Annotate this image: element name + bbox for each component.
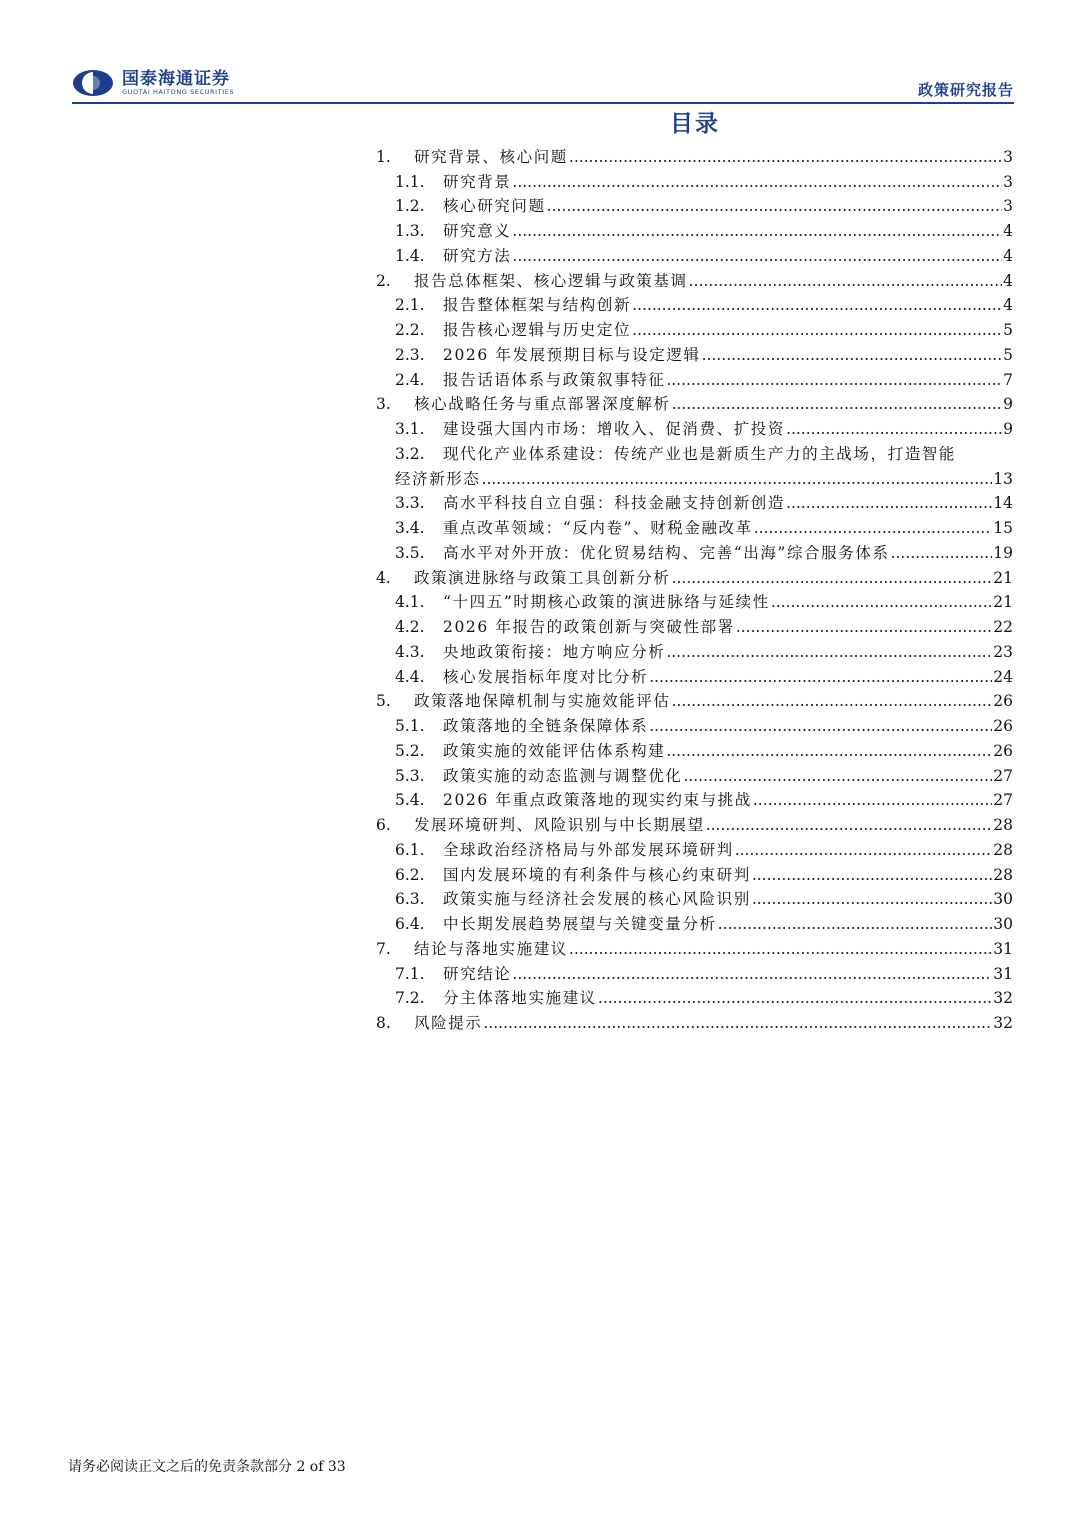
toc-leader-dots bbox=[512, 222, 1002, 240]
toc-leader-dots bbox=[649, 717, 992, 735]
toc-entry-title: 研究意义 bbox=[443, 222, 512, 240]
toc-entry[interactable] bbox=[376, 587, 1013, 612]
toc-entry-title: 重点改革领域：“反内卷”、财税金融改革 bbox=[443, 519, 753, 537]
toc-entry-title: 核心发展指标年度对比分析 bbox=[443, 667, 649, 686]
toc-entry-page: 3 bbox=[1003, 197, 1013, 216]
toc-entry-number: 4.1. bbox=[395, 593, 425, 612]
toc-entry-number: 6. bbox=[376, 816, 391, 834]
toc-entry-title: 核心战略任务与重点部署深度解析 bbox=[414, 395, 671, 414]
toc-entry[interactable] bbox=[376, 983, 1013, 1008]
toc-entry-number: 3.3. bbox=[395, 494, 425, 513]
toc-leader-dots bbox=[786, 420, 1002, 438]
toc-title: 目录 bbox=[670, 110, 720, 137]
toc-entry-page: 28 bbox=[993, 865, 1013, 884]
toc-entry[interactable] bbox=[376, 686, 1013, 711]
toc-entry[interactable] bbox=[376, 314, 1013, 339]
toc-leader-dots bbox=[512, 247, 1002, 265]
toc-entry-page: 31 bbox=[993, 939, 1013, 958]
toc-entry-page: 4 bbox=[1003, 296, 1013, 315]
toc-leader-dots bbox=[482, 470, 993, 488]
toc-leader-dots bbox=[666, 371, 1002, 389]
toc-leader-dots bbox=[718, 915, 993, 933]
toc-entry-page: 15 bbox=[993, 519, 1013, 537]
toc-entry-title: 高水平科技自立自强：科技金融支持创新创造 bbox=[443, 494, 786, 513]
toc-entry-number: 3.4. bbox=[395, 519, 425, 537]
toc-leader-dots bbox=[752, 890, 992, 908]
toc-entry-number: 5.2. bbox=[395, 741, 425, 760]
toc-entry-title: 结论与落地实施建议 bbox=[414, 939, 568, 958]
page-header bbox=[72, 66, 1014, 102]
toc-entry-page: 3 bbox=[1003, 147, 1013, 166]
page-footer: 请务必阅读正文之后的免责条款部分 2 of 33 bbox=[68, 1459, 346, 1475]
toc-leader-dots bbox=[512, 173, 1002, 191]
toc-entry-title: 国内发展环境的有利条件与核心约束研判 bbox=[443, 865, 751, 884]
toc-entry-number: 6.2. bbox=[395, 865, 425, 884]
toc-entry-title: 政策实施的效能评估体系构建 bbox=[443, 741, 666, 760]
toc-entry-continued[interactable] bbox=[376, 463, 1013, 488]
toc-entry-title: 2026 年发展预期目标与设定逻辑 bbox=[443, 345, 701, 364]
logo-chinese-name: 国泰海通证券 bbox=[122, 68, 230, 89]
toc-entry[interactable] bbox=[376, 661, 1013, 686]
toc-entry-page: 3 bbox=[1003, 172, 1013, 191]
toc-entry[interactable] bbox=[376, 958, 1013, 983]
logo-english-name: GUOTAI HAITONG SECURITIES bbox=[122, 87, 235, 96]
toc-leader-dots bbox=[771, 593, 992, 611]
toc-entry-page: 14 bbox=[993, 494, 1013, 513]
toc-leader-dots bbox=[569, 148, 1002, 166]
toc-entry-title: 政策实施与经济社会发展的核心风险识别 bbox=[443, 890, 751, 909]
toc-entry-page: 4 bbox=[1003, 222, 1013, 240]
toc-leader-dots bbox=[649, 668, 992, 686]
toc-entry[interactable] bbox=[376, 1007, 1013, 1032]
toc-entry-number: 3.2. bbox=[395, 444, 425, 463]
toc-entry[interactable] bbox=[376, 760, 1013, 785]
toc-entry-page: 27 bbox=[993, 791, 1013, 810]
toc-entry-title: 报告总体框架、核心逻辑与政策基调 bbox=[414, 271, 688, 290]
toc-entry-number: 5.1. bbox=[395, 717, 425, 735]
toc-entry-number: 2.1. bbox=[395, 296, 425, 315]
logo-icon bbox=[72, 69, 114, 97]
toc-entry-page: 27 bbox=[993, 766, 1013, 785]
toc-entry-page: 4 bbox=[1003, 271, 1013, 290]
toc-entry-title: 2026 年报告的政策创新与突破性部署 bbox=[443, 618, 735, 636]
toc-entry-number: 4. bbox=[376, 568, 391, 587]
toc-entry-title: 建设强大国内市场：增收入、促消费、扩投资 bbox=[443, 420, 786, 438]
toc-leader-dots bbox=[683, 767, 992, 785]
toc-entry-title: 现代化产业体系建设：传统产业也是新质生产力的主战场，打造智能 bbox=[443, 444, 957, 463]
toc-entry[interactable] bbox=[376, 166, 1013, 191]
toc-entry[interactable] bbox=[376, 488, 1013, 513]
company-logo bbox=[72, 68, 234, 98]
toc-entry-number: 7. bbox=[376, 939, 391, 958]
toc-entry-number: 3. bbox=[376, 395, 391, 414]
toc-entry-page: 26 bbox=[993, 692, 1013, 711]
toc-entry-title: 政策落地保障机制与实施效能评估 bbox=[414, 692, 671, 711]
toc-entry-number: 1.3. bbox=[395, 222, 425, 240]
toc-leader-dots bbox=[672, 692, 993, 710]
toc-entry[interactable] bbox=[376, 859, 1013, 884]
toc-entry-page: 9 bbox=[1003, 395, 1013, 414]
toc-entry-number: 4.2. bbox=[395, 618, 425, 636]
toc-entry-page: 5 bbox=[1003, 321, 1013, 339]
toc-entry-title: 政策实施的动态监测与调整优化 bbox=[443, 766, 683, 785]
toc-entry[interactable] bbox=[376, 290, 1013, 315]
toc-entry-page: 7 bbox=[1003, 370, 1013, 389]
toc-entry-page: 28 bbox=[993, 840, 1013, 859]
toc-entry[interactable] bbox=[376, 562, 1013, 587]
toc-entry[interactable] bbox=[376, 512, 1013, 537]
toc-entry-page: 30 bbox=[993, 915, 1013, 933]
toc-leader-dots bbox=[735, 841, 993, 859]
toc-entry-page: 21 bbox=[993, 568, 1013, 587]
toc-entry-number: 1. bbox=[376, 147, 391, 166]
toc-entry-number: 7.2. bbox=[395, 989, 425, 1008]
toc-entry-title: 研究方法 bbox=[443, 246, 512, 265]
toc-entry-number: 2. bbox=[376, 271, 391, 290]
toc-entry-title: 报告整体框架与结构创新 bbox=[443, 296, 632, 315]
toc-entry-page: 32 bbox=[993, 1014, 1013, 1032]
toc-entry-page: 28 bbox=[993, 816, 1013, 834]
toc-leader-dots bbox=[689, 272, 1003, 290]
toc-entry-page: 31 bbox=[993, 964, 1013, 983]
toc-entry[interactable] bbox=[376, 636, 1013, 661]
toc-leader-dots bbox=[702, 346, 1003, 364]
toc-entry[interactable] bbox=[376, 834, 1013, 859]
toc-leader-dots bbox=[512, 965, 992, 983]
toc-entry-page: 4 bbox=[1003, 246, 1013, 265]
toc-entry[interactable] bbox=[376, 785, 1013, 810]
toc-entry-number: 6.4. bbox=[395, 915, 425, 933]
toc-entry-page: 24 bbox=[993, 667, 1013, 686]
toc-entry-title: 研究结论 bbox=[443, 964, 512, 983]
toc-entry[interactable] bbox=[376, 537, 1013, 562]
toc-entry-page: 13 bbox=[993, 469, 1013, 488]
toc-leader-dots bbox=[598, 989, 992, 1007]
toc-entry[interactable] bbox=[376, 240, 1013, 265]
toc-entry[interactable] bbox=[376, 933, 1013, 958]
toc-leader-dots bbox=[569, 940, 992, 958]
toc-leader-dots bbox=[672, 569, 993, 587]
toc-leader-dots bbox=[706, 816, 993, 834]
toc-entry-title: 政策落地的全链条保障体系 bbox=[443, 717, 649, 735]
toc-entry-number: 6.3. bbox=[395, 890, 425, 909]
toc-entry[interactable] bbox=[376, 191, 1013, 216]
toc-entry[interactable] bbox=[376, 735, 1013, 760]
toc-entry-page: 26 bbox=[993, 717, 1013, 735]
toc-entry-title: 分主体落地实施建议 bbox=[443, 989, 597, 1008]
toc-entry[interactable] bbox=[376, 413, 1013, 438]
header-divider bbox=[72, 102, 1014, 104]
report-type-label: 政策研究报告 bbox=[917, 81, 1014, 99]
toc-entry[interactable] bbox=[376, 265, 1013, 290]
toc-leader-dots bbox=[786, 494, 992, 512]
toc-leader-dots bbox=[736, 618, 992, 636]
toc-entry-number: 1.1. bbox=[395, 172, 425, 191]
toc-leader-dots bbox=[666, 643, 992, 661]
toc-entry-page: 26 bbox=[993, 741, 1013, 760]
toc-entry-number: 7.1. bbox=[395, 964, 425, 983]
toc-entry[interactable] bbox=[376, 908, 1013, 933]
toc-entry-number: 6.1. bbox=[395, 840, 425, 859]
toc-entry[interactable] bbox=[376, 809, 1013, 834]
toc-entry-title: 中长期发展趋势展望与关键变量分析 bbox=[443, 915, 717, 933]
toc-leader-dots bbox=[632, 321, 1002, 339]
toc-entry[interactable] bbox=[376, 611, 1013, 636]
toc-leader-dots bbox=[672, 395, 1003, 413]
toc-entry-page: 19 bbox=[993, 543, 1013, 562]
toc-entry-number: 2.4. bbox=[395, 370, 425, 389]
toc-entry-title-continued: 经济新形态 bbox=[395, 469, 481, 488]
toc-entry-title: 高水平对外开放：优化贸易结构、完善“出海”综合服务体系 bbox=[443, 543, 890, 562]
toc-entry-number: 5. bbox=[376, 692, 391, 711]
toc-entry-number: 2.2. bbox=[395, 321, 425, 339]
toc-entry[interactable] bbox=[376, 141, 1013, 166]
toc-entry-title: 风险提示 bbox=[414, 1014, 483, 1032]
toc-entry-number: 5.4. bbox=[395, 791, 425, 810]
toc-entry-number: 4.4. bbox=[395, 667, 425, 686]
toc-leader-dots bbox=[666, 742, 992, 760]
toc-entry-number: 8. bbox=[376, 1014, 391, 1032]
toc-entry-page: 30 bbox=[993, 890, 1013, 909]
toc-leader-dots bbox=[753, 791, 992, 809]
toc-entry[interactable] bbox=[376, 339, 1013, 364]
toc-entry[interactable] bbox=[376, 215, 1013, 240]
toc-entry-title: 报告核心逻辑与历史定位 bbox=[443, 321, 632, 339]
toc-entry[interactable] bbox=[376, 364, 1013, 389]
toc-entry-number: 1.4. bbox=[395, 246, 425, 265]
toc-entry-page: 23 bbox=[993, 642, 1013, 661]
toc-entry-page: 5 bbox=[1003, 345, 1013, 364]
toc-entry-title: 核心研究问题 bbox=[443, 197, 546, 216]
toc-leader-dots bbox=[632, 296, 1002, 314]
toc-entry-number: 5.3. bbox=[395, 766, 425, 785]
toc-leader-dots bbox=[891, 544, 993, 562]
toc-entry-title: 研究背景、核心问题 bbox=[414, 147, 568, 166]
toc-leader-dots bbox=[483, 1014, 992, 1032]
toc-leader-dots bbox=[547, 197, 1003, 215]
toc-entry[interactable] bbox=[376, 438, 1013, 463]
toc-entry[interactable] bbox=[376, 710, 1013, 735]
toc-entry[interactable] bbox=[376, 389, 1013, 414]
toc-entry-number: 1.2. bbox=[395, 197, 425, 216]
toc-entry-title: 研究背景 bbox=[443, 172, 512, 191]
toc-entry-title: 央地政策衔接：地方响应分析 bbox=[443, 642, 666, 661]
toc-entry-title: 报告话语体系与政策叙事特征 bbox=[443, 370, 666, 389]
toc-entry[interactable] bbox=[376, 884, 1013, 909]
table-of-contents bbox=[376, 141, 1013, 1032]
toc-entry-page: 32 bbox=[993, 989, 1013, 1008]
toc-leader-dots bbox=[754, 519, 993, 537]
toc-leader-dots bbox=[752, 866, 992, 884]
toc-entry-page: 9 bbox=[1003, 420, 1013, 438]
toc-entry-title: 政策演进脉络与政策工具创新分析 bbox=[414, 568, 671, 587]
toc-entry-title: 发展环境研判、风险识别与中长期展望 bbox=[414, 816, 705, 834]
toc-entry-number: 3.5. bbox=[395, 543, 425, 562]
toc-entry-number: 4.3. bbox=[395, 642, 425, 661]
toc-entry-title: “十四五”时期核心政策的演进脉络与延续性 bbox=[443, 593, 770, 612]
toc-entry-number: 3.1. bbox=[395, 420, 425, 438]
toc-entry-number: 2.3. bbox=[395, 345, 425, 364]
toc-entry-title: 2026 年重点政策落地的现实约束与挑战 bbox=[443, 791, 752, 810]
toc-entry-page: 21 bbox=[993, 593, 1013, 612]
toc-entry-title: 全球政治经济格局与外部发展环境研判 bbox=[443, 840, 734, 859]
toc-entry-page: 22 bbox=[993, 618, 1013, 636]
